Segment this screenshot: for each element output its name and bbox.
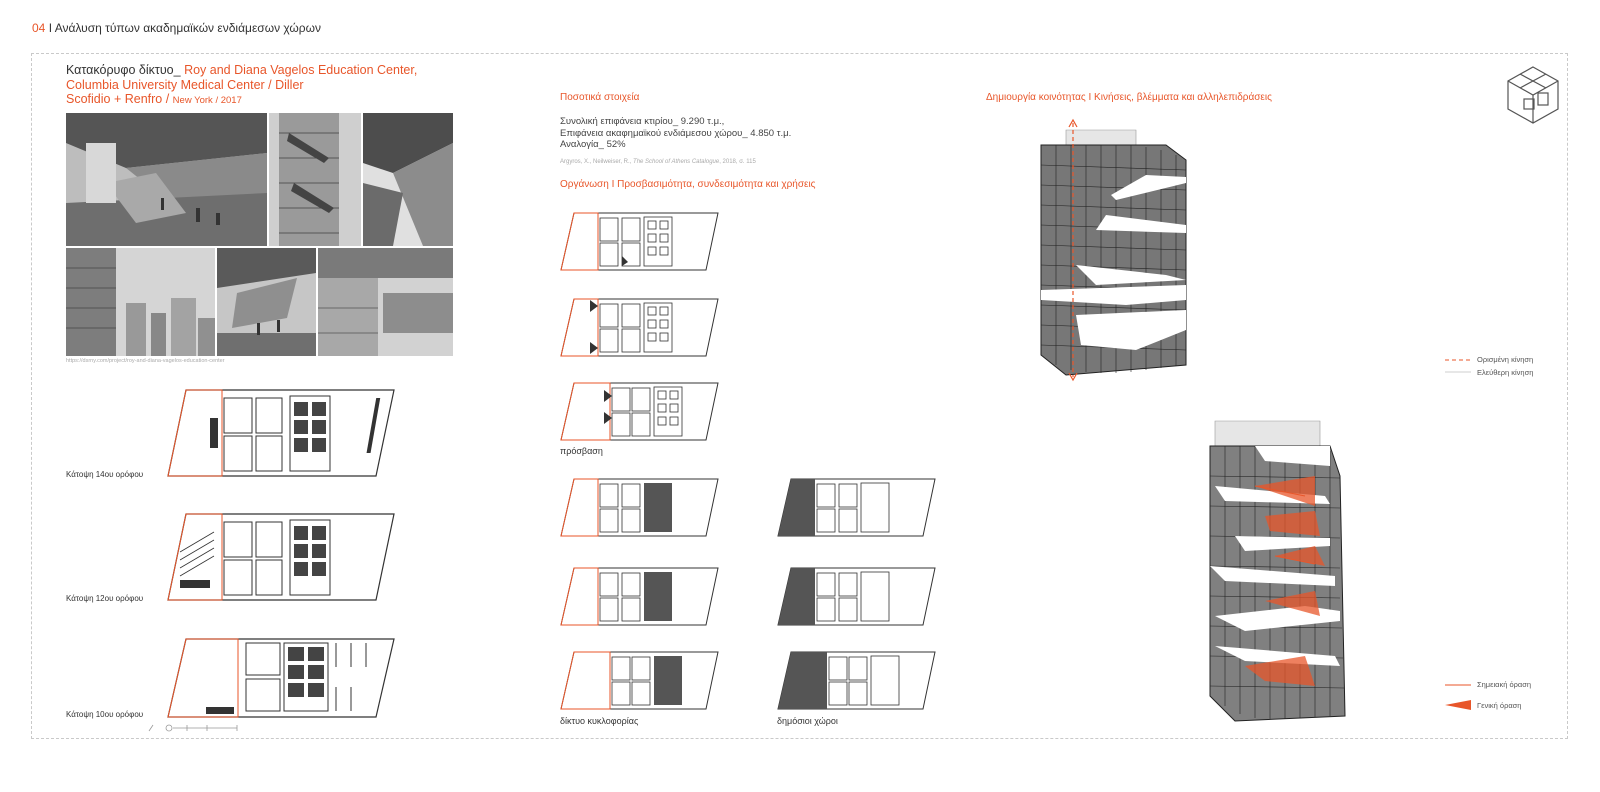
reference-authors: Argyros, X., Neilweiser, R., [560, 159, 632, 165]
floor-plan-12 [166, 512, 396, 602]
page-title [32, 21, 321, 35]
public-plan-3 [777, 651, 937, 711]
access-label: πρόσβαση [560, 446, 603, 456]
floor-plan-14-label: Κάτοψη 14ου ορόφου [66, 470, 144, 479]
project-title [66, 63, 426, 109]
axonometric-movement [1036, 115, 1206, 385]
section-number: 04 [32, 21, 46, 35]
access-plan-3 [560, 382, 720, 442]
legend-point-view: Σημειακή όραση [1477, 680, 1532, 689]
community-title: Δημιουργία κοινότητας Ι Κινήσεις, βλέμματα και αλληλεπιδράσεις [986, 92, 1272, 103]
project-name-line1: Roy and Diana Vagelos Education Center, [184, 63, 418, 77]
circulation-plan-1 [560, 478, 720, 538]
floor-plan-10 [166, 637, 396, 719]
photo-atrium-interior [66, 113, 267, 246]
legend-point-view-swatch [1443, 678, 1473, 710]
floor-plan-10-label: Κάτοψη 10ου ορόφου [66, 710, 144, 719]
quantitative-stats [560, 116, 791, 151]
public-plan-1 [777, 478, 937, 538]
stat-total-area: Συνολική επιφάνεια κτιρίου_ 9.290 τ.μ., [560, 116, 725, 127]
organization-title: Οργάνωση Ι Προσβασιμότητα, συνδεσιμότητα και χρήσεις [560, 179, 816, 190]
photo-stair-users [217, 248, 316, 356]
project-location-year: New York / 2017 [172, 95, 242, 106]
section-title: Ι Ανάλυση τύπων ακαδημαϊκών ενδιάμεσων χώρων [48, 21, 321, 35]
photo-facade-stair [269, 113, 361, 246]
legend-free-movement: Ελεύθερη κίνηση [1477, 368, 1534, 377]
stat-academic-area: Επιφάνεια ακαφημαϊκού ενδιάμεσου χώρου_ 4.850 τ.μ. [560, 127, 792, 139]
photo-stair-detail [363, 113, 453, 246]
project-prefix: Κατακόρυφο δίκτυο_ [66, 63, 181, 77]
reference-title: The School of Athens Catalogue [633, 159, 720, 165]
reference [560, 159, 756, 165]
photo-terrace [318, 248, 453, 356]
scale-bar [147, 723, 242, 733]
photo-city-view [66, 248, 215, 356]
axonometric-views [1205, 416, 1360, 726]
legend-general-view: Γενική όραση [1477, 701, 1522, 710]
logo [1506, 65, 1561, 127]
floor-plan-12-label: Κάτοψη 12ου ορόφου [66, 594, 144, 603]
reference-rest: , 2018, σ. 115 [719, 159, 756, 165]
public-plan-2 [777, 567, 937, 627]
stat-ratio: Αναλογία_ 52% [560, 139, 626, 150]
legend-defined-movement: Ορισμένη κίνηση [1477, 355, 1534, 364]
legend-defined-movement-swatch [1443, 355, 1473, 375]
project-name-line3: Scofidio + Renfro / [66, 92, 170, 106]
circulation-plan-2 [560, 567, 720, 627]
public-label: δημόσιοι χώροι [777, 716, 838, 726]
access-plan-1 [560, 212, 720, 272]
floor-plan-14 [166, 388, 396, 478]
photo-credit: https://dsrny.com/project/roy-and-diana-vagelos-education-center [66, 358, 225, 364]
project-name-line2: Columbia University Medical Center / Diller [66, 77, 304, 92]
circulation-label: δίκτυο κυκλοφορίας [560, 716, 639, 726]
quantitative-title: Ποσοτικά στοιχεία [560, 92, 640, 103]
circulation-plan-3 [560, 651, 720, 711]
access-plan-2 [560, 298, 720, 358]
